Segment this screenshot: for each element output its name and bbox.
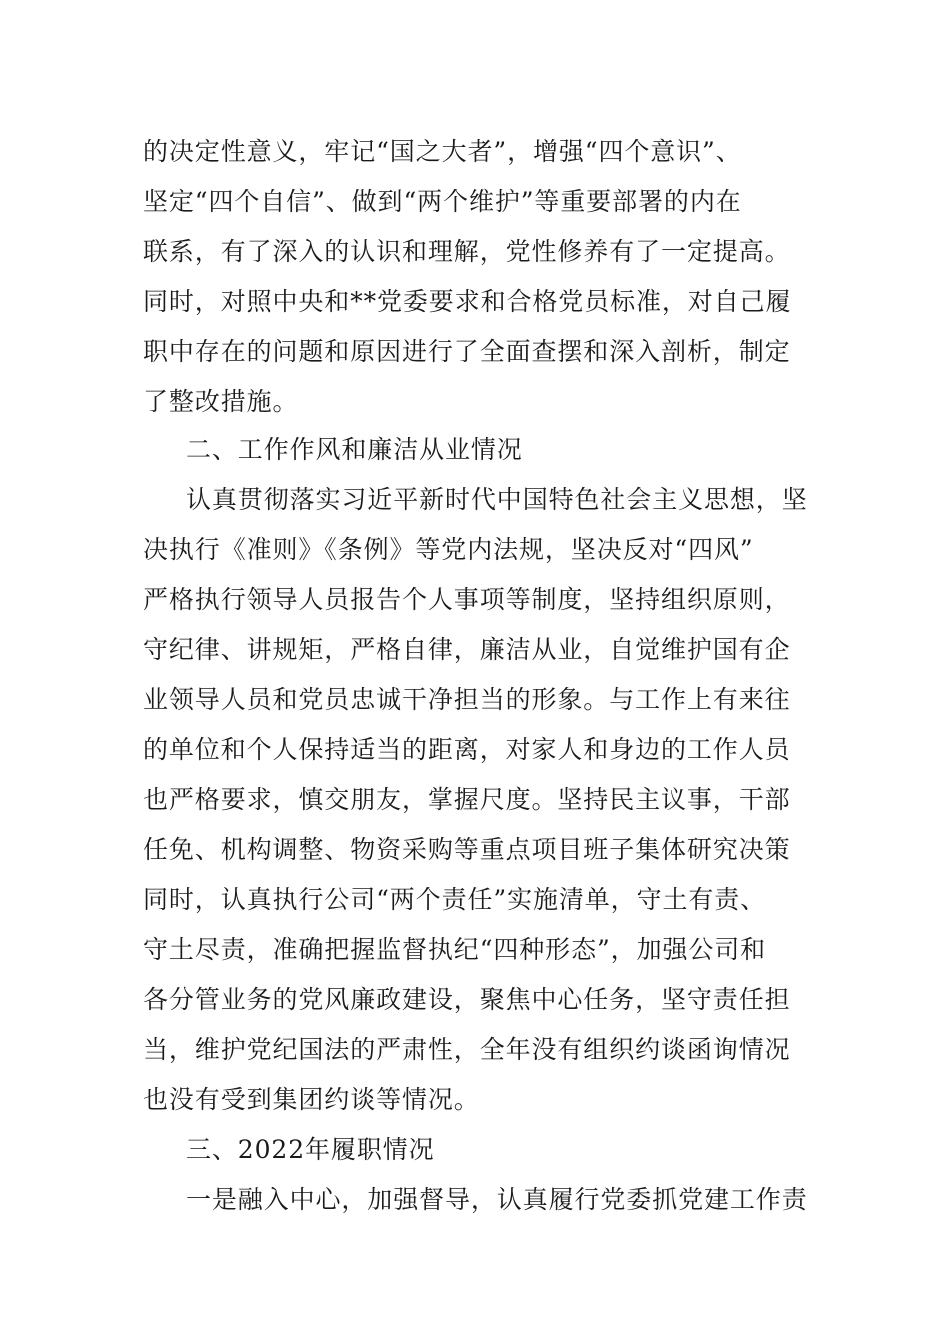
paragraph-line: 了整改措施。 — [143, 387, 299, 416]
paragraph-line: 同时，对照中央和**党委要求和合格党员标准，对自己履 — [143, 287, 792, 316]
section-heading: 三、2022年履职情况 — [186, 1135, 435, 1164]
paragraph-line: 各分管业务的党风廉政建设，聚焦中心任务，坚守责任担 — [143, 985, 791, 1014]
paragraph-line: 联系，有了深入的认识和理解，党性修养有了一定提高。 — [143, 237, 791, 266]
paragraph-line: 的单位和个人保持适当的距离，对家人和身边的工作人员 — [143, 735, 791, 764]
paragraph-line: 也严格要求，慎交朋友，掌握尺度。坚持民主议事，干部 — [143, 785, 791, 814]
paragraph-line: 也没有受到集团约谈等情况。 — [143, 1085, 480, 1114]
paragraph-line: 守土尽责，准确把握监督执纪“四种形态”，加强公司和 — [143, 935, 767, 964]
paragraph-line: 决执行《准则》《条例》等党内法规，坚决反对“四风” — [143, 535, 754, 564]
paragraph-line: 业领导人员和党员忠诚干净担当的形象。与工作上有来往 — [143, 685, 791, 714]
paragraph-line: 一是融入中心，加强督导，认真履行党委抓党建工作责 — [186, 1185, 808, 1214]
paragraph-line: 任免、机构调整、物资采购等重点项目班子集体研究决策 — [143, 835, 791, 864]
paragraph-line: 严格执行领导人员报告个人事项等制度，坚持组织原则， — [143, 585, 791, 614]
paragraph-line: 守纪律、讲规矩，严格自律，廉洁从业，自觉维护国有企 — [143, 635, 791, 664]
section-heading: 二、工作作风和廉洁从业情况 — [186, 435, 523, 464]
paragraph-line: 的决定性意义，牢记“国之大者”，增强“四个意识”、 — [143, 137, 742, 166]
paragraph-line: 职中存在的问题和原因进行了全面查摆和深入剖析，制定 — [143, 337, 791, 366]
paragraph-line: 认真贯彻落实习近平新时代中国特色社会主义思想，坚 — [186, 485, 808, 514]
paragraph-line: 当，维护党纪国法的严肃性，全年没有组织约谈函询情况 — [143, 1035, 791, 1064]
paragraph-line: 坚定“四个自信”、做到“两个维护”等重要部署的内在 — [143, 187, 742, 216]
paragraph-line: 同时，认真执行公司“两个责任”实施清单，守土有责、 — [143, 885, 767, 914]
